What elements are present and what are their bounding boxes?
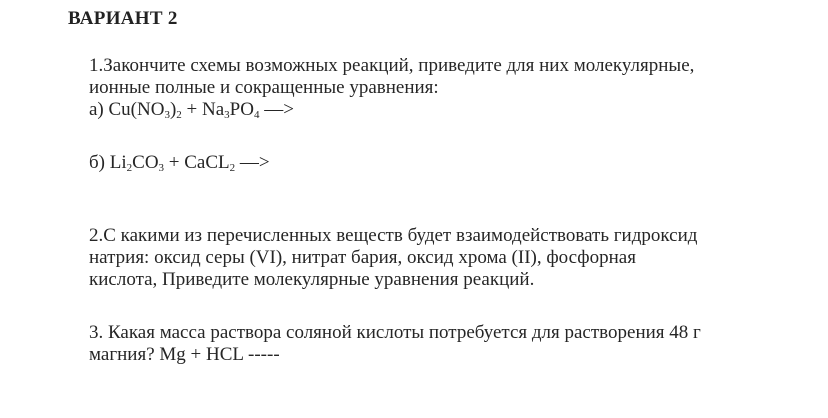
task-1-reaction-b [89, 152, 809, 174]
variant-title: ВАРИАНТ 2 [68, 8, 178, 29]
reaction-a-subscript-3: 3 [224, 109, 230, 121]
reaction-b-subscript-1: 2 [126, 162, 133, 174]
reaction-a-part-3: PO [229, 99, 254, 120]
reaction-a-subscript-2: 2 [176, 109, 182, 121]
task-3-line-1: 3. Какая масса раствора соляной кислоты потребуется для растворения 48 г [89, 322, 701, 343]
reaction-a-subscript-1: 3 [164, 109, 170, 121]
task-2-line-2: натрия: оксид серы (VI), нитрат бария, оксид хрома (II), фосфорная [89, 247, 636, 268]
reaction-b-subscript-2: 3 [158, 162, 165, 174]
task-1 [89, 55, 809, 121]
reaction-b-prefix: б) Li [89, 152, 127, 173]
reaction-a-subscript-4: 4 [253, 109, 260, 121]
reaction-b-subscript-3: 2 [229, 162, 236, 174]
reaction-b [89, 152, 809, 174]
task-1-line-2: ионные полные и сокращенные уравнения: [89, 77, 439, 98]
task-2-line-3: кислота, Приведите молекулярные уравнения реакций. [89, 269, 535, 290]
task-3 [89, 322, 809, 366]
task-2-line-1: 2.С какими из перечисленных веществ будет взаимодействовать гидроксид [89, 225, 698, 246]
reaction-a-prefix: а) Cu(NO [89, 99, 165, 120]
reaction-a-part-1: ) [169, 99, 177, 120]
reaction-b-part-2: + CaCL [164, 152, 230, 173]
task-1-line-1: 1.Закончите схемы возможных реакций, приведите для них молекулярные, [89, 55, 695, 76]
reaction-a-arrow: —> [259, 99, 294, 120]
reaction-a-part-2: + Na [181, 99, 225, 120]
reaction-a [89, 99, 809, 121]
task-2 [89, 225, 809, 291]
reaction-b-part-1: CO [132, 152, 159, 173]
task-3-line-2: магния? Mg + HCL ----- [89, 344, 280, 365]
reaction-b-arrow: —> [235, 152, 270, 173]
